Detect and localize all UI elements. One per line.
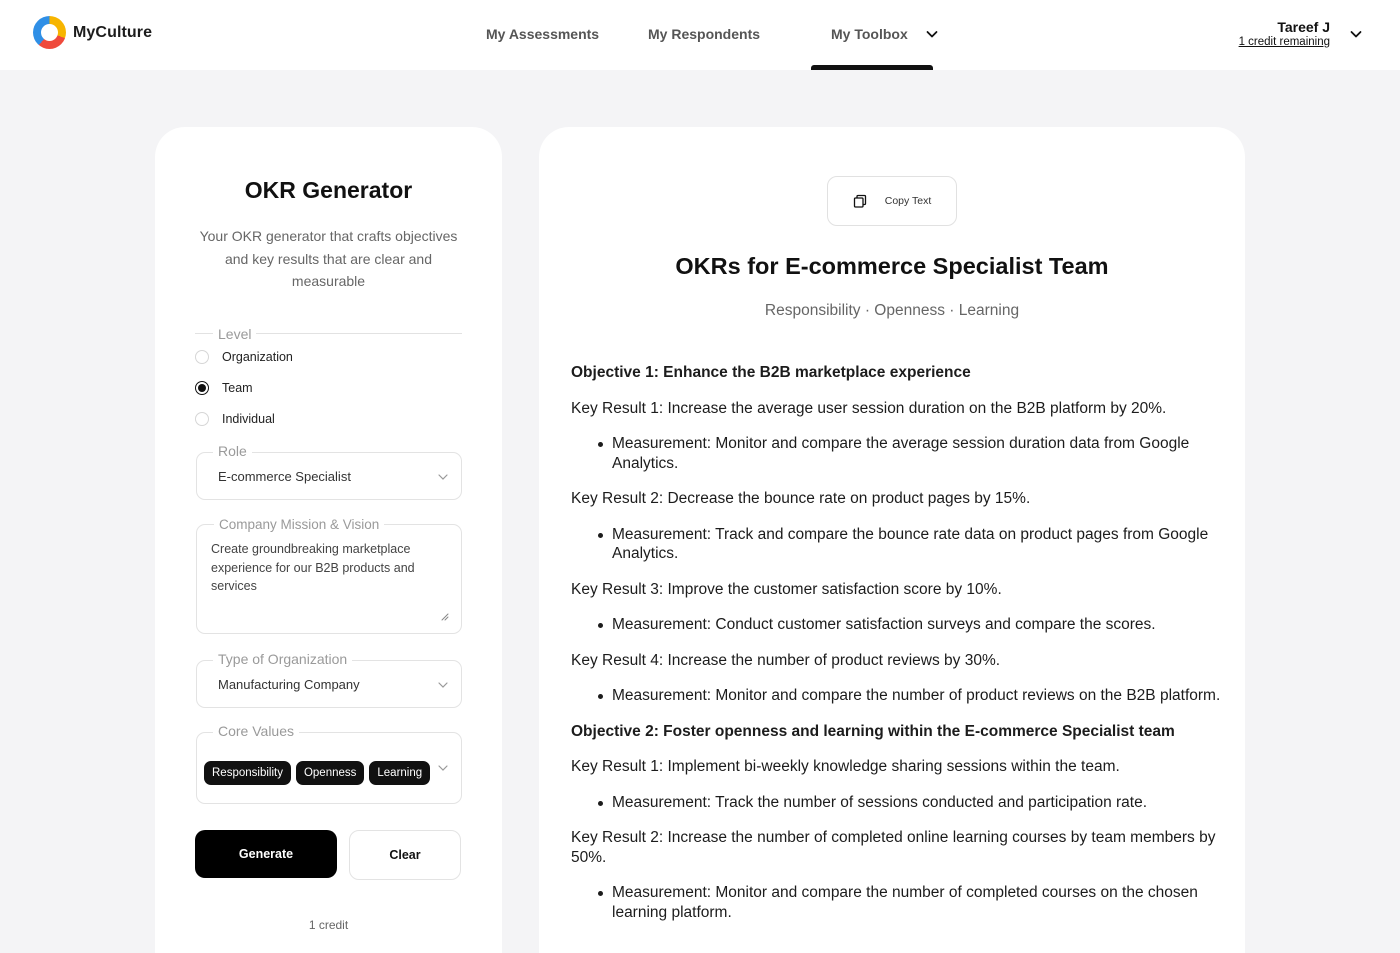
- measurement-item: Measurement: Track the number of sessions conducted and participation rate.: [571, 793, 1221, 813]
- credits-remaining-link[interactable]: 1 credit remaining: [1238, 36, 1330, 48]
- measurement-item: Measurement: Monitor and compare the number of completed courses on the chosen learning platform.: [571, 883, 1221, 922]
- level-legend: Level: [213, 326, 256, 342]
- resize-handle-icon[interactable]: [440, 612, 449, 621]
- level-option-individual[interactable]: [195, 412, 275, 426]
- key-result: Key Result 3: Improve the customer satisfaction score by 10%.: [571, 580, 1002, 598]
- level-option-label: Organization: [222, 350, 293, 364]
- copy-text-button[interactable]: [827, 176, 957, 226]
- copy-text-label: Copy Text: [884, 195, 932, 207]
- key-result: Key Result 4: Increase the number of product reviews by 30%.: [571, 651, 1001, 669]
- core-values-multiselect[interactable]: [196, 732, 462, 804]
- copy-icon: [853, 194, 867, 208]
- nav-my-respondents[interactable]: My Respondents: [648, 26, 761, 42]
- level-option-label: Individual: [222, 412, 275, 426]
- brand-name: MyCulture: [73, 23, 153, 41]
- core-values-legend: Core Values: [213, 723, 299, 739]
- nav-my-assessments[interactable]: My Assessments: [486, 26, 600, 42]
- user-menu-chevron-down-icon[interactable]: [1349, 27, 1363, 41]
- objective-heading: Objective 2: Foster openness and learning within the E-commerce Specialist team: [571, 722, 1175, 740]
- key-result: Key Result 1: Increase the average user session duration on the B2B platform by 20%.: [571, 399, 1167, 417]
- measurement-item: Measurement: Monitor and compare the average session duration data from Google Analytics.: [571, 434, 1221, 473]
- okr-generator-panel: [155, 127, 502, 953]
- measurement-item: Measurement: Track and compare the bounce rate data on product pages from Google Analytics.: [571, 525, 1221, 564]
- clear-button[interactable]: Clear: [349, 830, 461, 880]
- key-result: Key Result 1: Implement bi-weekly knowledge sharing sessions within the team.: [571, 758, 1120, 775]
- level-option-organization[interactable]: [195, 350, 293, 364]
- okr-content: [571, 363, 1221, 938]
- role-select[interactable]: [196, 452, 462, 500]
- level-option-team[interactable]: [195, 381, 253, 395]
- brand-logo[interactable]: [33, 16, 152, 49]
- radio-team[interactable]: [195, 381, 209, 395]
- mission-legend: Company Mission & Vision: [214, 517, 384, 532]
- mission-textarea[interactable]: [196, 524, 462, 634]
- role-legend: Role: [213, 443, 252, 459]
- generator-subtitle: Your OKR generator that crafts objectives and key results that are clear and measurable: [199, 228, 458, 289]
- result-title: OKRs for E-commerce Specialist Team: [675, 253, 1109, 279]
- key-result: Key Result 2: Decrease the bounce rate on product pages by 15%.: [571, 490, 1031, 507]
- radio-organization[interactable]: [195, 350, 209, 364]
- chevron-down-icon: [437, 679, 449, 691]
- measurement-item: Measurement: Monitor and compare the number of product reviews on the B2B platform.: [571, 686, 1221, 706]
- measurement-item: Measurement: Conduct customer satisfaction surveys and compare the scores.: [571, 615, 1221, 635]
- active-nav-indicator: [811, 65, 933, 70]
- credit-cost-note: 1 credit: [308, 918, 349, 932]
- level-option-label: Team: [222, 381, 253, 395]
- mission-value: Create groundbreaking marketplace experience for our B2B products and services: [211, 542, 415, 593]
- top-navbar: [0, 0, 1400, 70]
- generate-button[interactable]: Generate: [195, 830, 337, 878]
- objective-heading: Objective 1: Enhance the B2B marketplace experience: [571, 364, 971, 381]
- result-subtitle: Responsibility · Openness · Learning: [764, 302, 1020, 319]
- generator-title: OKR Generator: [244, 177, 413, 203]
- toolbox-chevron-down-icon[interactable]: [925, 27, 939, 41]
- chevron-down-icon: [437, 471, 449, 483]
- organization-type-select[interactable]: [196, 660, 462, 708]
- role-value: E-commerce Specialist: [218, 469, 351, 484]
- nav-my-toolbox[interactable]: My Toolbox: [831, 26, 908, 42]
- myculture-logo-icon: [33, 16, 66, 49]
- user-name: Tareef J: [1277, 19, 1330, 35]
- chevron-down-icon: [437, 762, 449, 774]
- radio-individual[interactable]: [195, 412, 209, 426]
- core-values-chips: [204, 761, 430, 785]
- organization-type-value: Manufacturing Company: [218, 677, 360, 692]
- key-result: Key Result 2: Increase the number of completed online learning courses by team members by 50%.: [571, 829, 1216, 866]
- chip-learning[interactable]: Learning: [369, 761, 430, 785]
- organization-type-legend: Type of Organization: [213, 651, 352, 667]
- chip-openness[interactable]: Openness: [296, 761, 364, 785]
- okr-result-panel: [539, 127, 1245, 953]
- chip-responsibility[interactable]: Responsibility: [204, 761, 291, 785]
